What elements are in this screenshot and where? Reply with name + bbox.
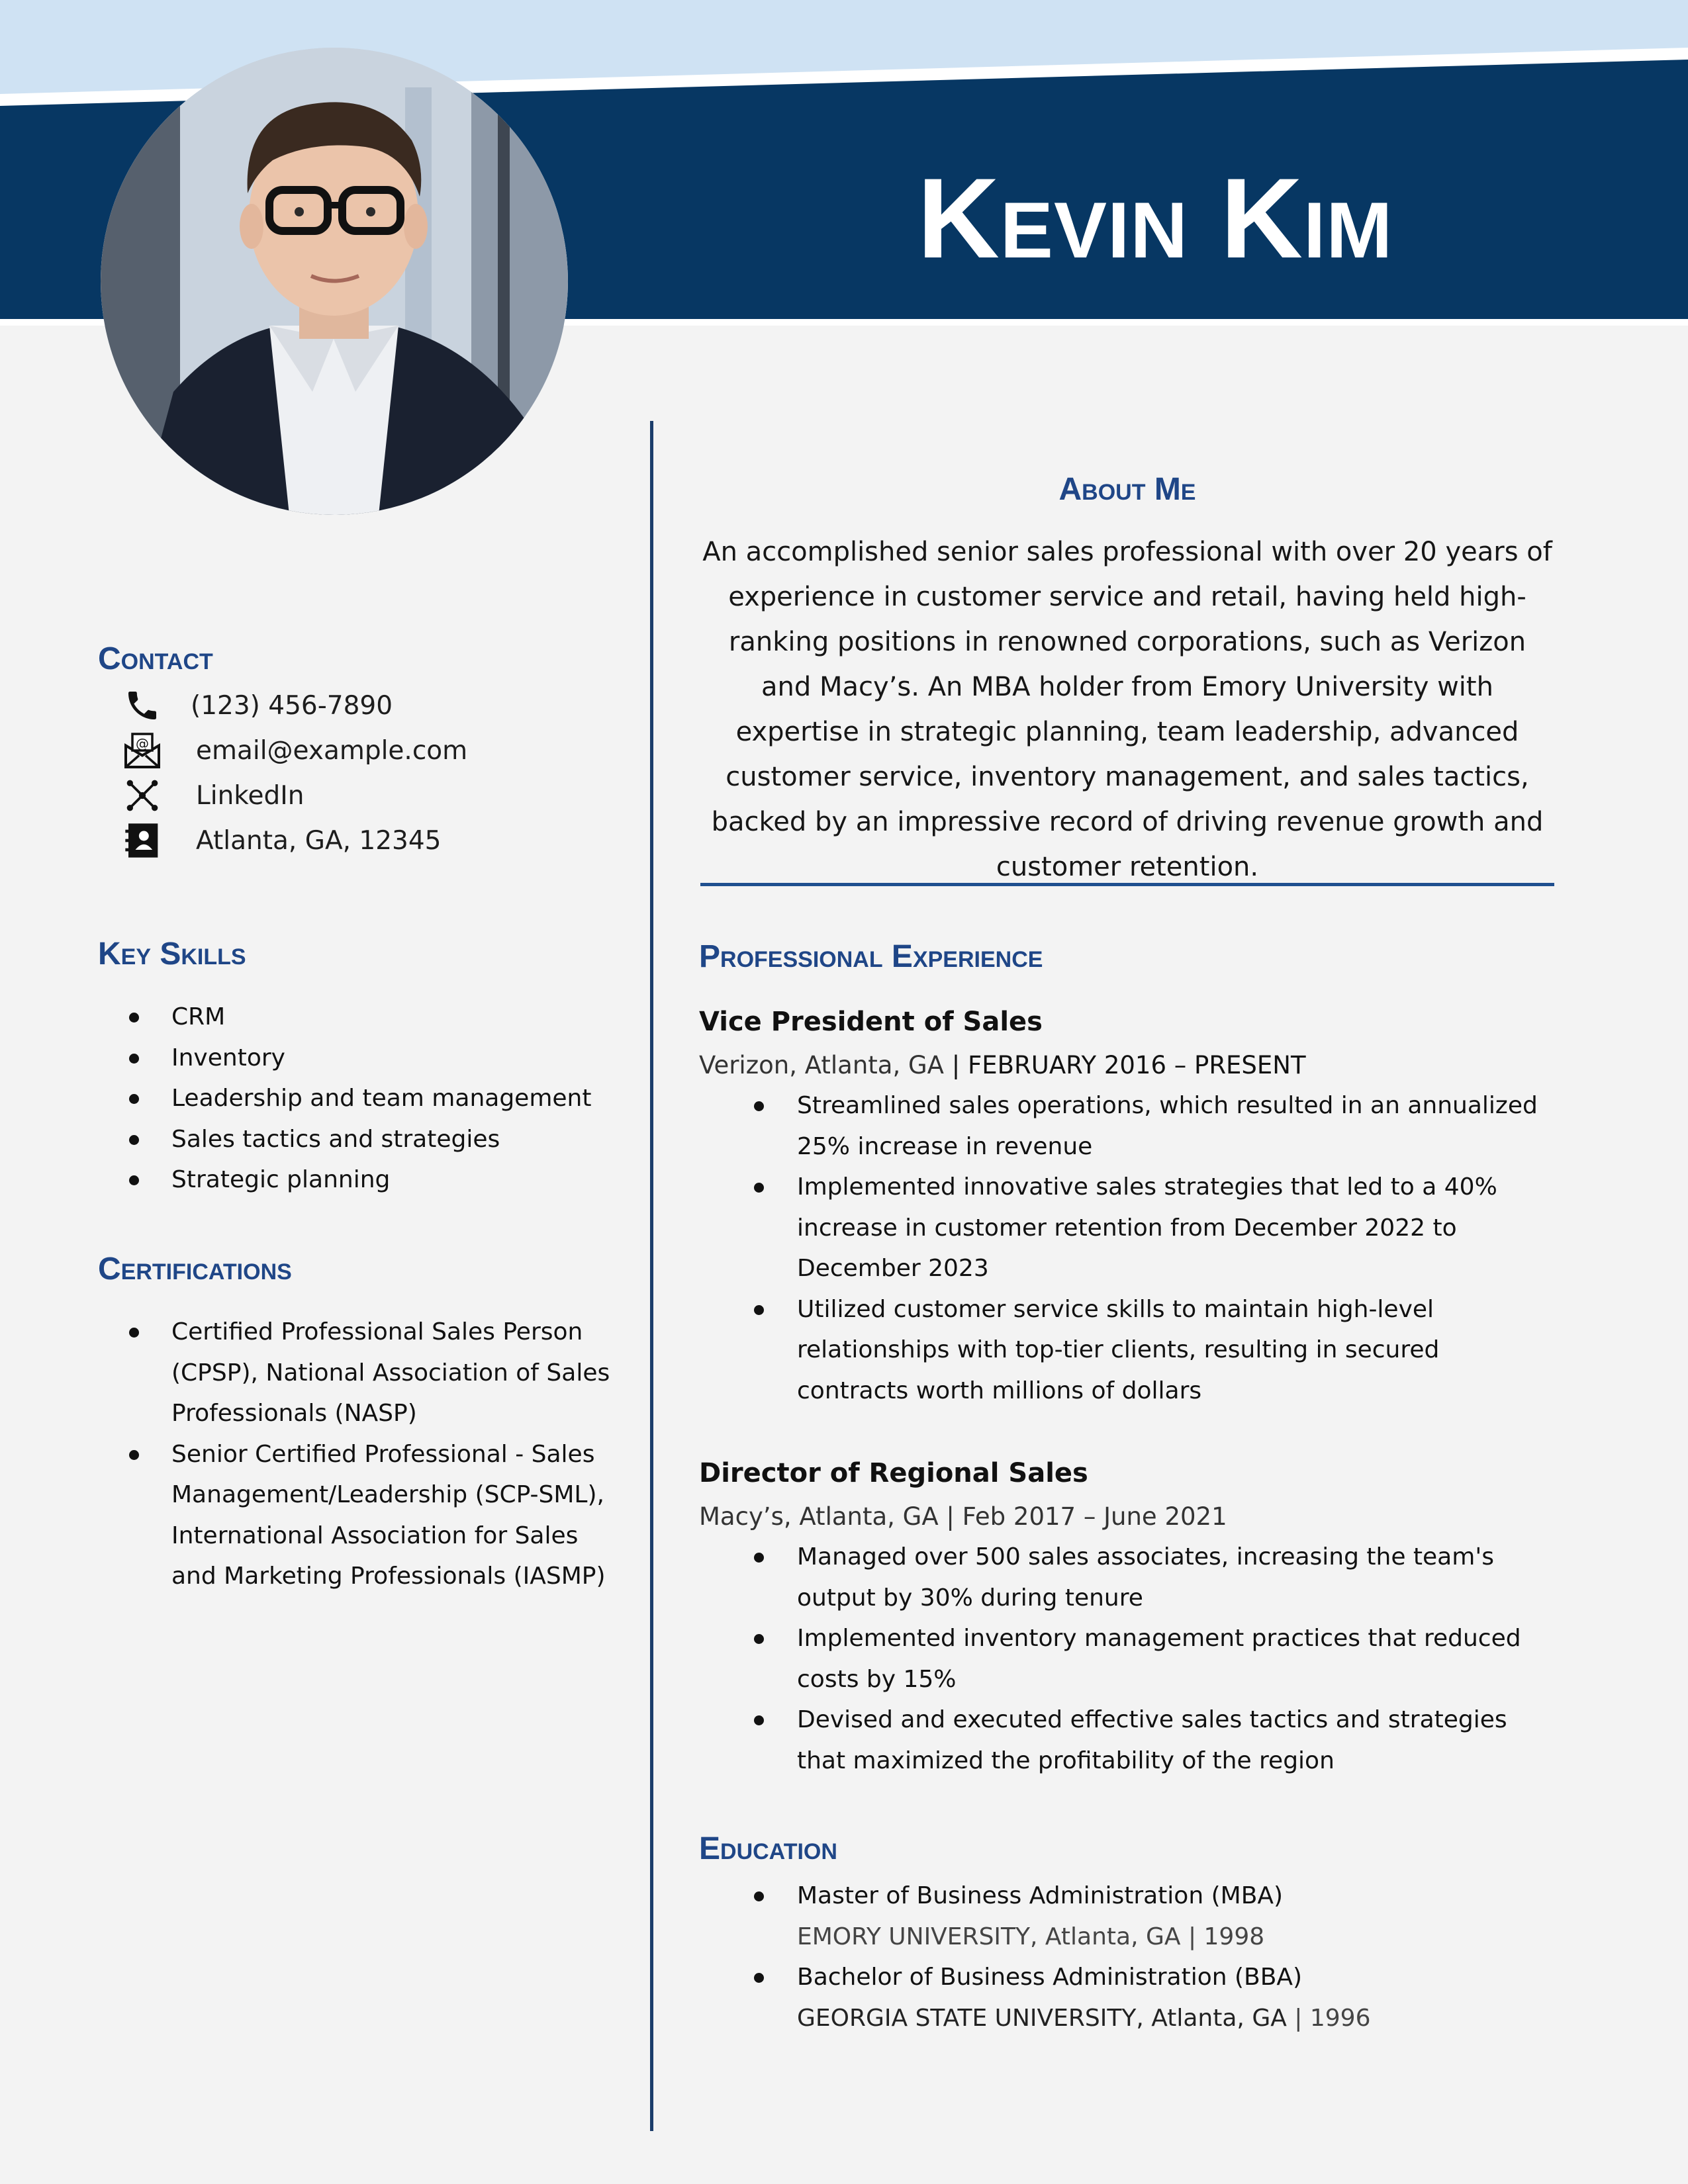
list-item: Certified Professional Sales Person (CPSP), National Association of Sales Professionals (NASP) (123, 1312, 613, 1434)
contact-email-text: email@example.com (196, 735, 468, 766)
education-location: , Atlanta, GA (1136, 2004, 1287, 2032)
list-item: Inventory (123, 1038, 626, 1079)
list-item: Implemented innovative sales strategies that led to a 40% increase in customer retention from December 2022 to December 2023 (699, 1167, 1546, 1289)
education-school: EMORY UNIVERSITY (797, 1923, 1031, 1950)
contact-location-text: Atlanta, GA, 12345 (196, 825, 442, 856)
contact-card-icon (119, 819, 165, 862)
profile-photo (101, 48, 568, 515)
contact-location[interactable] (119, 819, 441, 862)
column-divider (650, 421, 653, 2131)
job-dates: Feb 2017 – June 2021 (962, 1502, 1227, 1531)
job-title: Director of Regional Sales (699, 1458, 1088, 1488)
list-item: Strategic planning (123, 1160, 626, 1201)
job-meta: Verizon, Atlanta, GA | FEBRUARY 2016 – PRESENT (699, 1051, 1306, 1079)
list-item: Senior Certified Professional - Sales Management/Leadership (SCP-SML), International Association for Sales and Marketing Professionals (IASMP) (123, 1434, 613, 1597)
list-item: Utilized customer service skills to maintain high-level relationships with top-tier clients, resulting in secured contracts worth millions of dollars (699, 1289, 1546, 1412)
education-year: 1998 (1203, 1923, 1265, 1950)
education-year: 1996 (1309, 2004, 1371, 2032)
certifications-list (123, 1312, 613, 1597)
list-item: Devised and executed effective sales tactics and strategies that maximized the profitability of the region (699, 1700, 1533, 1781)
education-degree: Master of Business Administration (MBA) (797, 1882, 1284, 1909)
experience-heading: Professional Experience (699, 939, 1043, 974)
contact-heading: Contact (98, 641, 213, 676)
candidate-name: Kevin Kim (917, 155, 1393, 282)
education-location: , Atlanta, GA (1030, 1923, 1181, 1950)
about-me-text: An accomplished senior sales professional with over 20 years of experience in customer service and retail, having held high-ranking positions in renowned corporations, such as Verizon and Macy’s. An MBA holder from Emory University with expertise in strategic planning, team leadership, advanced customer service, inventory management, and sales tactics, backed by an impressive record of driving revenue growth and customer retention. (702, 537, 1552, 882)
job-dates: FEBRUARY 2016 – PRESENT (967, 1051, 1306, 1079)
job-meta: Macy’s, Atlanta, GA | Feb 2017 – June 2021 (699, 1502, 1227, 1531)
list-item: Sales tactics and strategies (123, 1119, 626, 1160)
education-heading: Education (699, 1831, 837, 1866)
job-company: Verizon, Atlanta, GA (699, 1051, 944, 1079)
linkedin-icon (119, 774, 165, 817)
job-bullets (699, 1537, 1533, 1781)
section-divider (700, 883, 1554, 886)
certifications-heading: Certifications (98, 1251, 292, 1287)
education-list (699, 1876, 1560, 2038)
list-item: Managed over 500 sales associates, increasing the team's output by 30% during tenure (699, 1537, 1533, 1618)
svg-text:@: @ (136, 735, 149, 752)
list-item: Implemented inventory management practices that reduced costs by 15% (699, 1618, 1533, 1700)
education-degree: Bachelor of Business Administration (BBA) (797, 1964, 1303, 1991)
key-skills-heading: Key Skills (98, 936, 246, 972)
contact-linkedin-text: LinkedIn (196, 780, 305, 811)
list-item: Leadership and team management (123, 1078, 626, 1119)
contact-phone-text: (123) 456-7890 (191, 690, 393, 721)
contact-email[interactable] (119, 729, 467, 772)
job-company: Macy’s, Atlanta, GA (699, 1502, 939, 1531)
job-bullets (699, 1085, 1546, 1411)
education-school: GEORGIA STATE UNIVERSITY (797, 2004, 1137, 2032)
list-item: Bachelor of Business Administration (BBA) GEORGIA STATE UNIVERSITY, Atlanta, GA | 1996 (699, 1957, 1560, 2038)
about-me-heading: About Me (1058, 472, 1196, 507)
job-title: Vice President of Sales (699, 1007, 1043, 1037)
list-item: CRM (123, 997, 626, 1038)
contact-linkedin[interactable] (119, 774, 304, 817)
phone-icon (119, 684, 165, 727)
skills-list (123, 997, 626, 1201)
contact-phone[interactable] (119, 684, 393, 727)
email-icon (119, 729, 165, 772)
list-item: Streamlined sales operations, which resulted in an annualized 25% increase in revenue (699, 1085, 1546, 1167)
list-item: Master of Business Administration (MBA) EMORY UNIVERSITY, Atlanta, GA | 1998 (699, 1876, 1560, 1957)
